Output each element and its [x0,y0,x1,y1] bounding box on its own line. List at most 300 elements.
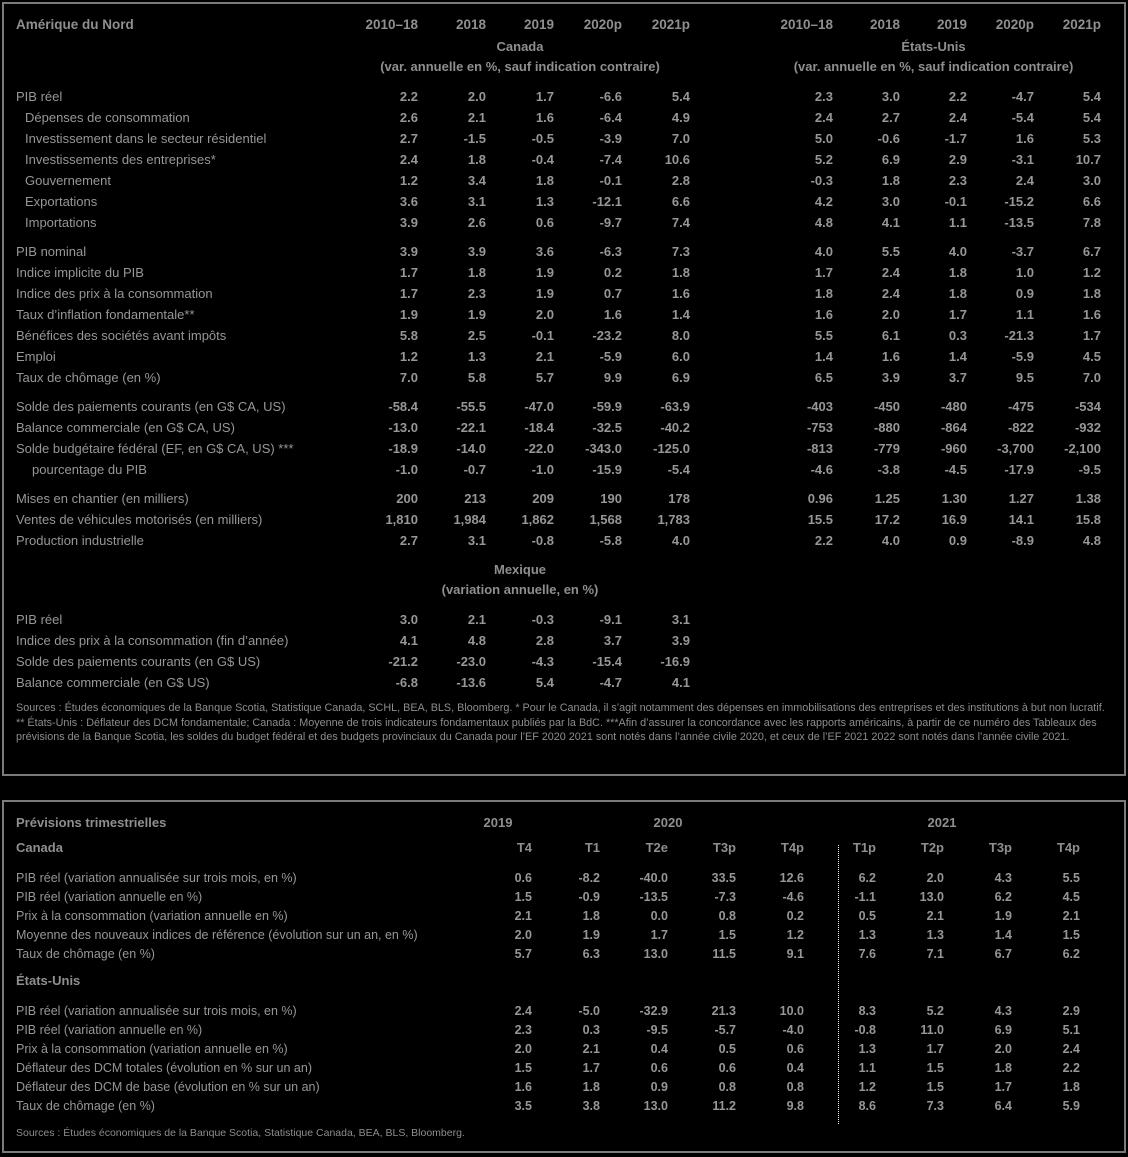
canada-value-cell: 1.8 [467,152,486,167]
balances-group [4,396,1124,480]
table-row [4,609,1124,630]
row-label: Solde des paiements courants (en G$ US) [16,654,261,669]
quarter-value-cell: 13.0 [919,889,944,904]
mexico-group [4,609,1124,693]
year-column-header: 2020p [995,16,1034,32]
us-value-cell: -779 [873,441,900,456]
table-row [4,459,1124,480]
mexico-value-cell: -23.0 [456,654,486,669]
canada-value-cell: -22.1 [456,420,486,435]
us-value-cell: 0.9 [948,533,967,548]
us-value-cell: 1.8 [814,286,833,301]
table-row [4,128,1124,149]
quarter-value-cell: 10.0 [779,1003,804,1018]
canada-value-cell: 1.7 [399,286,418,301]
quarter-value-cell: 8.6 [858,1098,876,1113]
canada-section-header: Canada [16,839,63,855]
canada-value-cell: -5.9 [599,349,622,364]
us-value-cell: 2.4 [881,286,900,301]
mexico-subtitle-row [4,579,1124,599]
us-value-cell: -880 [873,420,900,435]
us-value-cell: 1.8 [948,286,967,301]
table-row [4,906,1124,925]
quarter-value-cell: 0.8 [718,1079,736,1094]
row-label: PIB réel [16,89,63,104]
table-row [4,630,1124,651]
table-row [4,651,1124,672]
quarter-value-cell: 9.8 [786,1098,804,1113]
canada-value-cell: 2.3 [467,286,486,301]
row-label: Investissements des entreprises* [25,152,216,167]
canada-value-cell: -12.1 [592,194,622,209]
row-label: Taux de chômage (en %) [16,946,155,961]
quarter-value-cell: 1.8 [582,1079,600,1094]
canada-value-cell: 209 [532,491,554,506]
year-column-header: 2019 [936,16,967,32]
us-value-cell: 5.3 [1082,131,1101,146]
canada-value-cell: 2.2 [399,89,418,104]
quarter-value-cell: 0.6 [786,1041,804,1056]
canada-quarterly-group [4,868,1124,963]
country-subtitle-row [4,56,1124,76]
us-value-cell: -4.7 [1011,89,1034,104]
quarter-value-cell: 2.0 [514,1041,532,1056]
canada-value-cell: -23.2 [592,328,622,343]
us-value-cell: -2,100 [1064,441,1101,456]
row-label: Prix à la consommation (variation annuelle en %) [16,908,288,923]
us-value-cell: -450 [873,399,900,414]
quarter-value-cell: 1.3 [926,927,944,942]
us-value-cell: 4.2 [814,194,833,209]
quarter-value-cell: 2.4 [514,1003,532,1018]
canada-value-cell: 1.8 [535,173,554,188]
quarter-value-cell: -5.0 [578,1003,600,1018]
mexico-value-cell: -0.3 [531,612,554,627]
canada-value-cell: 7.0 [671,131,690,146]
mexico-value-cell: -21.2 [388,654,418,669]
canada-value-cell: 1.9 [399,307,418,322]
year-group-header: 2021 [927,814,957,830]
quarter-value-cell: 0.8 [718,908,736,923]
quarter-value-cell: 12.6 [779,870,804,885]
mexico-value-cell: 5.4 [535,675,554,690]
row-label: Mises en chantier (en milliers) [16,491,189,506]
row-label: Balance commerciale (en G$ CA, US) [16,420,235,435]
us-value-cell: 1.0 [1015,265,1034,280]
mexico-value-cell: 4.1 [671,675,690,690]
canada-value-cell: -0.1 [531,328,554,343]
canada-value-cell: 2.4 [399,152,418,167]
canada-value-cell: 1.7 [535,89,554,104]
mexico-value-cell: -4.7 [599,675,622,690]
mexico-units-subtitle: (variation annuelle, en %) [441,581,599,597]
table-row [4,149,1124,170]
quarter-value-cell: -5.7 [714,1022,736,1037]
canada-value-cell: -1.0 [395,462,418,477]
quarter-column-header: T3p [988,839,1012,855]
canada-value-cell: 2.1 [535,349,554,364]
us-value-cell: 2.2 [814,533,833,548]
quarter-column-header: T4p [780,839,804,855]
row-label: Gouvernement [25,173,111,188]
us-section-header: États-Unis [901,38,966,54]
quarter-value-cell: 2.0 [926,870,944,885]
quarter-value-cell: 1.5 [1062,927,1080,942]
canada-value-cell: -32.5 [592,420,622,435]
quarter-value-cell: 1.2 [786,927,804,942]
canada-value-cell: -13.0 [388,420,418,435]
canada-value-cell: -7.4 [599,152,622,167]
quarter-value-cell: 6.7 [994,946,1012,961]
canada-value-cell: -0.4 [531,152,554,167]
canada-value-cell: 2.7 [399,131,418,146]
canada-value-cell: -6.4 [599,110,622,125]
us-value-cell: -3.1 [1011,152,1034,167]
row-label: Déflateur des DCM totales (évolution en % sur un an) [16,1060,312,1075]
us-value-cell: 1.6 [1082,307,1101,322]
forecast-divider-line [838,845,839,1124]
us-value-cell: -3.7 [1011,244,1034,259]
quarter-value-cell: 1.3 [858,927,876,942]
quarter-value-cell: 3.5 [514,1098,532,1113]
year-group-header: 2020 [653,814,683,830]
us-value-cell: 5.4 [1082,89,1101,104]
quarter-value-cell: 5.1 [1062,1022,1080,1037]
table-row [4,304,1124,325]
mexico-value-cell: -16.9 [660,654,690,669]
canada-value-cell: 3.6 [535,244,554,259]
table1-title: Amérique du Nord [16,16,134,32]
table-row [4,1020,1124,1039]
canada-value-cell: 1.8 [671,265,690,280]
canada-value-cell: -1.5 [463,131,486,146]
spacer [4,551,1124,559]
mexico-value-cell: 2.1 [467,612,486,627]
us-value-cell: 2.9 [948,152,967,167]
canada-value-cell: 10.6 [664,152,690,167]
canada-value-cell: 3.9 [467,244,486,259]
quarter-value-cell: 2.4 [1062,1041,1080,1056]
row-label: Solde budgétaire fédéral (EF, en G$ CA, US) *** [16,441,294,456]
canada-value-cell: 2.6 [467,215,486,230]
us-value-cell: 5.5 [881,244,900,259]
canada-section-header: Canada [496,38,544,54]
row-label: Emploi [16,349,56,364]
row-label: Balance commerciale (en G$ US) [16,675,210,690]
table-row [4,1058,1124,1077]
us-value-cell: 2.4 [881,265,900,280]
us-value-cell: 4.0 [814,244,833,259]
canada-value-cell: -63.9 [660,399,690,414]
us-value-cell: 1.1 [948,215,967,230]
quarter-value-cell: 0.6 [514,870,532,885]
quarter-value-cell: 1.3 [858,1041,876,1056]
us-value-cell: -13.5 [1004,215,1034,230]
canada-value-cell: 2.6 [399,110,418,125]
canada-value-cell: 1,984 [453,512,486,527]
canada-value-cell: 3.1 [467,533,486,548]
canada-value-cell: -15.9 [592,462,622,477]
canada-value-cell: -0.8 [531,533,554,548]
year-group-header: 2019 [483,814,513,830]
quarter-value-cell: -4.0 [782,1022,804,1037]
canada-value-cell: 1,783 [657,512,690,527]
mexico-value-cell: -13.6 [456,675,486,690]
us-value-cell: -534 [1074,399,1101,414]
quarter-column-header: T3p [712,839,736,855]
us-value-cell: 4.8 [814,215,833,230]
us-value-cell: 17.2 [874,512,900,527]
quarter-column-header: T2e [645,839,668,855]
year-column-header: 2010–18 [365,16,418,32]
quarter-value-cell: 1.7 [994,1079,1012,1094]
canada-value-cell: -125.0 [653,441,690,456]
us-value-cell: 7.8 [1082,215,1101,230]
canada-value-cell: 5.4 [671,89,690,104]
us-value-cell: 6.7 [1082,244,1101,259]
quarter-value-cell: 1.7 [582,1060,600,1075]
row-label: PIB réel (variation annuelle en %) [16,1022,203,1037]
canada-value-cell: 3.6 [399,194,418,209]
quarter-value-cell: -0.9 [578,889,600,904]
us-value-cell: -8.9 [1011,533,1034,548]
quarter-value-cell: 5.9 [1062,1098,1080,1113]
quarter-value-cell: 0.4 [786,1060,804,1075]
us-value-cell: -960 [940,441,967,456]
us-value-cell: -3.8 [877,462,900,477]
quarter-value-cell: 1.1 [858,1060,876,1075]
quarter-value-cell: 1.7 [650,927,668,942]
us-value-cell: 1.30 [941,491,967,506]
us-value-cell: 2.4 [1015,173,1034,188]
mexico-value-cell: -6.8 [395,675,418,690]
mexico-value-cell: 2.8 [535,633,554,648]
us-value-cell: 15.8 [1075,512,1101,527]
quarter-value-cell: 21.3 [711,1003,736,1018]
quarter-value-cell: -1.1 [854,889,876,904]
us-value-cell: 15.5 [807,512,833,527]
us-value-cell: 0.9 [1015,286,1034,301]
us-value-cell: 5.5 [814,328,833,343]
quarter-value-cell: -7.3 [714,889,736,904]
quarter-value-cell: 2.1 [1062,908,1080,923]
canada-value-cell: -47.0 [524,399,554,414]
quarter-value-cell: 1.8 [1062,1079,1080,1094]
spacer [4,860,1124,868]
quarter-value-cell: 0.4 [650,1041,668,1056]
quarter-value-cell: 6.3 [582,946,600,961]
canada-value-cell: -5.8 [599,533,622,548]
row-label: PIB réel (variation annuelle en %) [16,889,203,904]
canada-value-cell: -0.1 [599,173,622,188]
canada-value-cell: 2.7 [399,533,418,548]
canada-value-cell: 2.0 [535,307,554,322]
us-value-cell: 6.1 [881,328,900,343]
us-value-cell: 4.5 [1082,349,1101,364]
row-label: Dépenses de consommation [25,110,190,125]
us-units-subtitle: (var. annuelle en %, sauf indication contraire) [793,58,1074,74]
quarter-column-header: T1 [584,839,600,855]
table-row [4,396,1124,417]
row-label: Indice des prix à la consommation (fin d’année) [16,633,289,648]
quarter-value-cell: 6.4 [994,1098,1012,1113]
spacer [4,991,1124,1001]
row-label: Indice implicite du PIB [16,265,144,280]
canada-value-cell: 2.5 [467,328,486,343]
us-value-cell: -932 [1074,420,1101,435]
us-value-cell: 3.9 [881,370,900,385]
us-value-cell: 0.96 [807,491,833,506]
canada-value-cell: -18.4 [524,420,554,435]
table-row [4,1096,1124,1115]
table-row [4,488,1124,509]
row-label: Ventes de véhicules motorisés (en milliers) [16,512,263,527]
quarter-value-cell: 0.5 [718,1041,736,1056]
mexico-section-header: Mexique [493,561,546,577]
canada-value-cell: 7.0 [399,370,418,385]
canada-value-cell: 1.8 [467,265,486,280]
quarter-value-cell: -8.2 [578,870,600,885]
us-value-cell: 2.4 [948,110,967,125]
year-column-header: 2021p [1062,16,1101,32]
quarter-value-cell: 5.5 [1062,870,1080,885]
table-row [4,1039,1124,1058]
us-value-cell: -0.3 [810,173,833,188]
quarter-value-cell: 33.5 [711,870,736,885]
quarter-value-cell: 1.8 [582,908,600,923]
table-row [4,944,1124,963]
year-column-header: 2018 [455,16,486,32]
quarter-value-cell: 2.1 [926,908,944,923]
quarter-value-cell: 0.9 [650,1079,668,1094]
canada-value-cell: 190 [600,491,622,506]
us-value-cell: 4.0 [948,244,967,259]
table1-sources-footnote: Sources : Études économiques de la Banque Scotia, Statistique Canada, SCHL, BEA, BLS, Bloomberg. * Pour le Canada, il s’agit notamment des dépenses en immobilisations des entreprises et des institutions à but non lucratif. ** États-Unis : Déflateur des DCM fondamentale; Canada : Moyenne de trois indicateurs fondamentaux publiés par la BdC. ***Afin d’assurer la concordance avec les rapports américains, à partir de ce numéro des Tableaux des prévisions de la Banque Scotia, les soldes du budget fédéral et des budgets provinciaux du Canada pour l’EF 2020 2021 sont notés dans l’année civile 2020, et ceux de l’EF 2021 2022 sont notés dans l’année civile 2021. [16,702,1105,744]
canada-value-cell: -5.4 [667,462,690,477]
canada-value-cell: -55.5 [456,399,486,414]
mexico-value-cell: 3.7 [603,633,622,648]
canada-value-cell: 213 [464,491,486,506]
mexico-value-cell: 4.1 [399,633,418,648]
quarter-value-cell: 2.1 [582,1041,600,1056]
row-label: PIB réel (variation annualisée sur trois mois, en %) [16,1003,297,1018]
us-value-cell: -21.3 [1004,328,1034,343]
us-quarterly-group [4,1001,1124,1115]
row-label: Taux de chômage (en %) [16,370,161,385]
canada-value-cell: -14.0 [456,441,486,456]
us-value-cell: 1.7 [1082,328,1101,343]
canada-value-cell: -18.9 [388,441,418,456]
canada-value-cell: 3.1 [467,194,486,209]
canada-value-cell: 200 [396,491,418,506]
quarter-value-cell: 1.5 [514,889,532,904]
us-value-cell: 1.7 [814,265,833,280]
table-row [4,530,1124,551]
row-label: Bénéfices des sociétés avant impôts [16,328,227,343]
quarter-value-cell: 8.3 [858,1003,876,1018]
quarter-value-cell: 1.9 [994,908,1012,923]
us-value-cell: -403 [806,399,833,414]
mexico-header-row [4,559,1124,579]
mexico-value-cell: -15.4 [592,654,622,669]
row-label: PIB réel [16,612,63,627]
us-value-cell: 16.9 [941,512,967,527]
canada-value-cell: 1.2 [399,173,418,188]
spacer [4,599,1124,609]
quarter-value-cell: 0.6 [650,1060,668,1075]
us-value-cell: 3.0 [881,89,900,104]
quarter-value-cell: 0.6 [718,1060,736,1075]
us-value-cell: 3.0 [1082,173,1101,188]
housing-autos-group [4,488,1124,551]
canada-value-cell: 1.6 [603,307,622,322]
us-value-cell: -9.5 [1078,462,1101,477]
quarter-value-cell: 2.1 [514,908,532,923]
us-value-cell: 6.5 [814,370,833,385]
us-value-cell: -15.2 [1004,194,1034,209]
country-header-row [4,36,1124,56]
us-value-cell: 4.8 [1082,533,1101,548]
us-value-cell: -0.1 [944,194,967,209]
mexico-value-cell: -9.1 [599,612,622,627]
us-value-cell: 4.0 [881,533,900,548]
quarter-value-cell: 2.0 [514,927,532,942]
table-row [4,1077,1124,1096]
us-value-cell: 1.4 [948,349,967,364]
us-value-cell: -5.4 [1011,110,1034,125]
canada-value-cell: 1,810 [385,512,418,527]
table-row [4,672,1124,693]
quarter-value-cell: 1.4 [994,927,1012,942]
us-value-cell: -17.9 [1004,462,1034,477]
table-row [4,509,1124,530]
us-value-cell: 10.7 [1075,152,1101,167]
table-row [4,367,1124,388]
canada-value-cell: -22.0 [524,441,554,456]
row-label: PIB réel (variation annualisée sur trois mois, en %) [16,870,297,885]
prices-employment-group [4,241,1124,388]
quarter-value-cell: 4.3 [994,870,1012,885]
spacer [4,76,1124,86]
table2-title: Prévisions trimestrielles [16,814,167,830]
mexico-value-cell: 3.1 [671,612,690,627]
canada-value-cell: 1.6 [671,286,690,301]
canada-value-cell: 5.7 [535,370,554,385]
year-column-header: 2019 [523,16,554,32]
spacer [4,480,1124,488]
quarter-value-cell: 13.0 [643,946,668,961]
year-column-header: 2018 [869,16,900,32]
us-value-cell: -1.7 [944,131,967,146]
us-value-cell: 1.6 [1015,131,1034,146]
canada-value-cell: 7.4 [671,215,690,230]
table-row [4,262,1124,283]
us-value-cell: 1.2 [1082,265,1101,280]
canada-value-cell: 6.0 [671,349,690,364]
row-label: PIB nominal [16,244,87,259]
quarter-value-cell: -13.5 [639,889,668,904]
row-label: Production industrielle [16,533,144,548]
quarter-value-cell: 13.0 [643,1098,668,1113]
mexico-value-cell: 3.0 [399,612,418,627]
us-value-cell: -0.6 [877,131,900,146]
canada-value-cell: 0.6 [535,215,554,230]
quarter-value-cell: 1.9 [582,927,600,942]
canada-value-cell: 2.8 [671,173,690,188]
table-row [4,417,1124,438]
us-value-cell: 7.0 [1082,370,1101,385]
canada-value-cell: 4.0 [671,533,690,548]
